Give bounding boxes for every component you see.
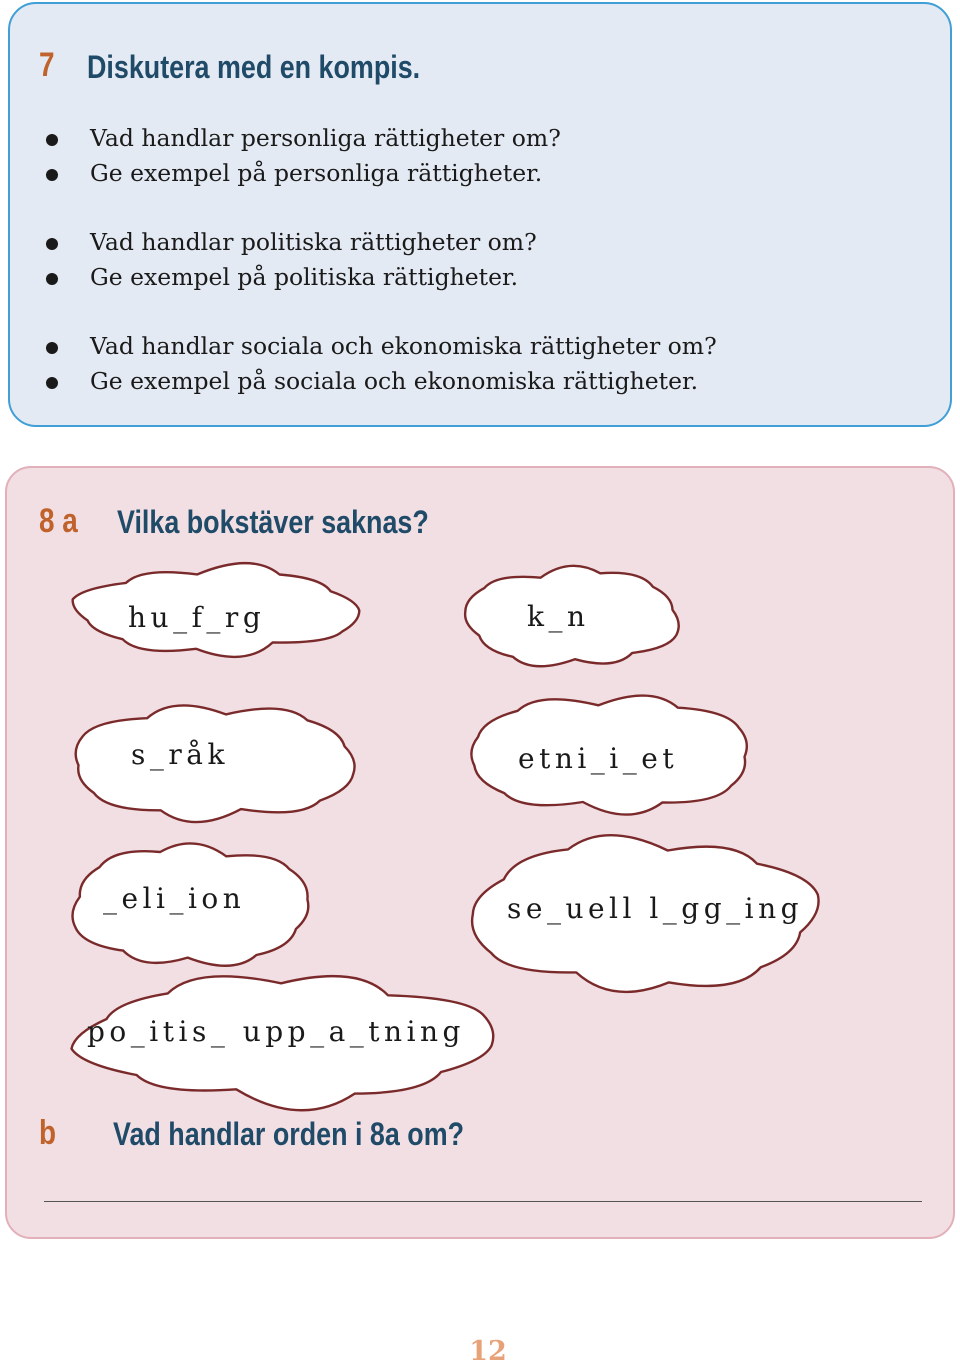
cloud-word: k_n	[527, 600, 590, 633]
task-8a-title: Vilka bokstäver saknas?	[117, 504, 429, 540]
list-item: Vad handlar sociala och ekonomiska rättigheter om?	[40, 329, 717, 364]
cloud-word: etni_i_et	[518, 742, 679, 775]
question-list	[40, 121, 717, 398]
list-item: Ge exempel på politiska rättigheter.	[40, 260, 717, 295]
task-number-7: 7	[39, 46, 55, 84]
cloud-word: _eli_ion	[103, 882, 246, 915]
cloud-word: se_uell l_gg_ing	[507, 892, 804, 925]
word-cloud	[55, 700, 373, 825]
list-item: Vad handlar politiska rättigheter om?	[40, 225, 717, 260]
cloud-word: s_råk	[131, 738, 229, 771]
task-number-8a: 8 a	[39, 502, 78, 540]
word-cloud	[60, 972, 514, 1106]
word-cloud	[60, 563, 374, 658]
task-7-title: Diskutera med en kompis.	[87, 49, 421, 85]
page-number: 12	[469, 1336, 507, 1367]
cloud-word: po_itis_ upp_a_tning	[87, 1015, 465, 1048]
word-cloud	[452, 562, 692, 672]
task-8b-title: Vad handlar orden i 8a om?	[113, 1116, 465, 1152]
cloud-word: hu_f_rg	[128, 601, 266, 634]
word-cloud	[452, 690, 768, 818]
word-cloud	[58, 838, 324, 973]
task-number-8b: b	[39, 1114, 57, 1152]
answer-line[interactable]	[44, 1201, 922, 1202]
list-item: Vad handlar personliga rättigheter om?	[40, 121, 717, 156]
list-item: Ge exempel på personliga rättigheter.	[40, 156, 717, 191]
list-item: Ge exempel på sociala och ekonomiska rättigheter.	[40, 364, 717, 399]
